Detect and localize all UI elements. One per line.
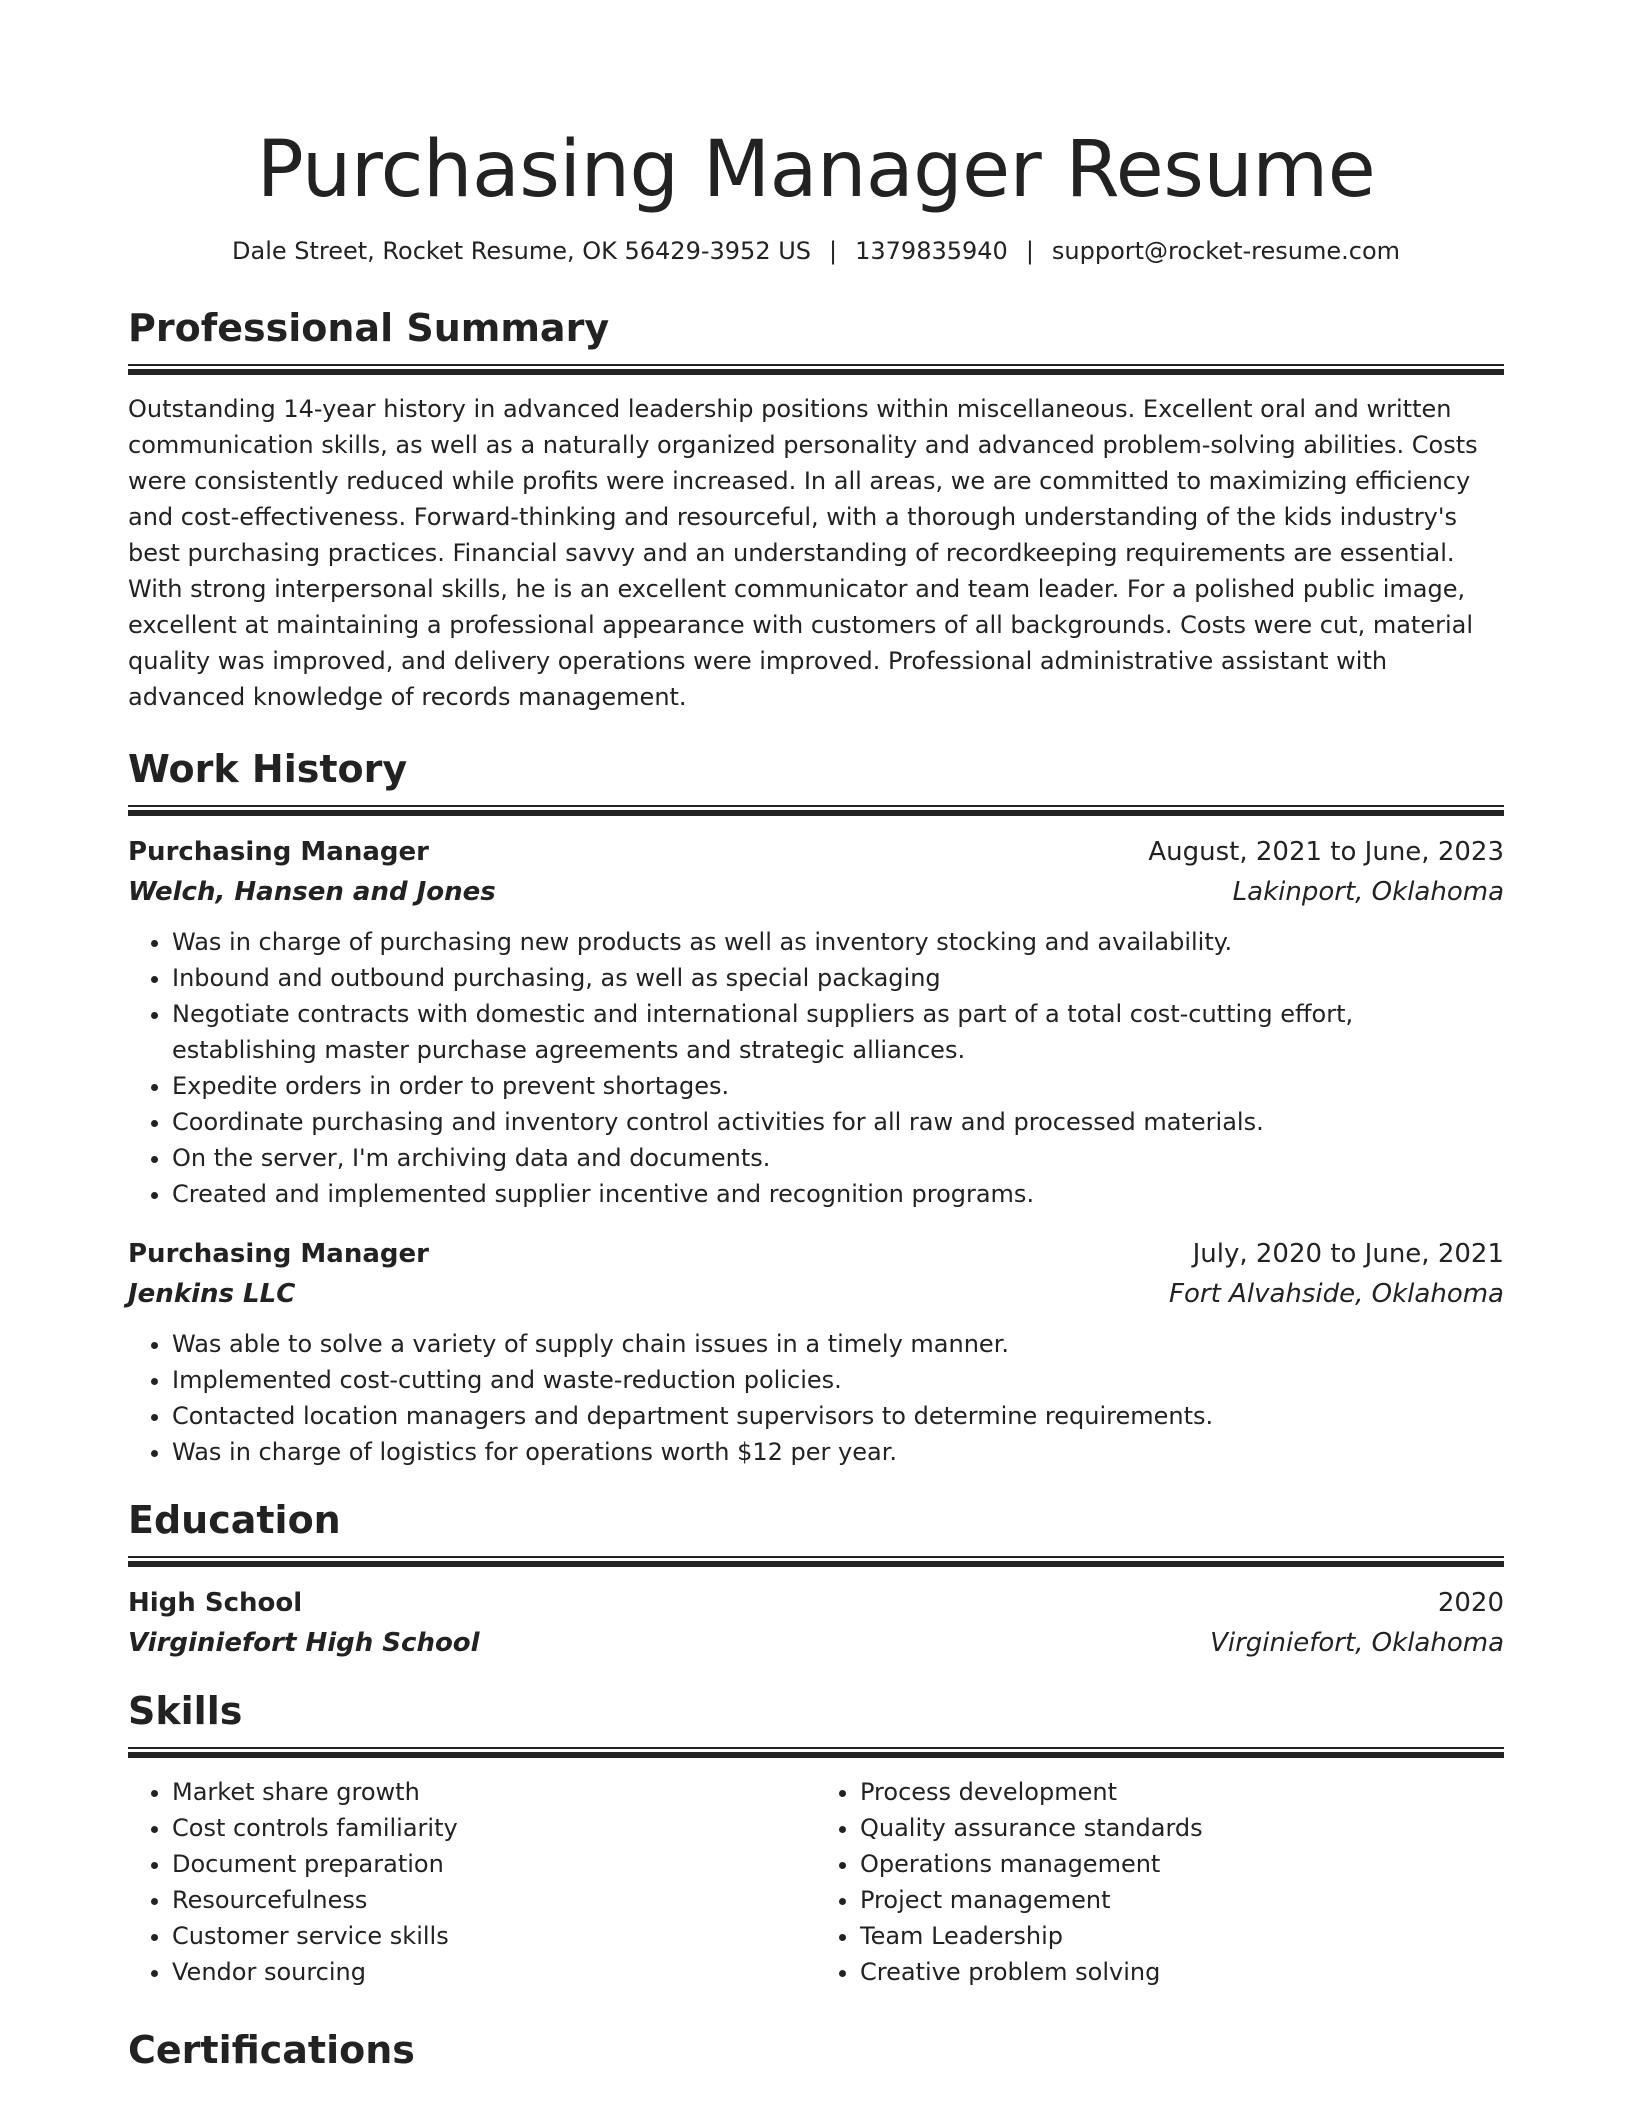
- list-item: • Vendor sourcing: [172, 1954, 816, 1990]
- list-item: • Expedite orders in order to prevent shortages.: [172, 1068, 1504, 1104]
- section-divider: [128, 805, 1504, 816]
- list-item: • Customer service skills: [172, 1918, 816, 1954]
- list-item: • Document preparation: [172, 1846, 816, 1882]
- job-title: Purchasing Manager: [128, 1239, 429, 1269]
- summary-section: [128, 304, 1504, 715]
- summary-text: Outstanding 14-year history in advanced leadership positions within miscellaneous. Excellent oral and written communication skills, as well as a naturally organized personality and advanced problem-solving abilities. Costs were consistently reduced while profits were increased. In all areas, we are committed to maximizing efficiency and cost-effectiveness. Forward-thinking and resourceful, with a thorough understanding of the kids industry's best purchasing practices. Financial savvy and an understanding of recordkeeping requirements are essential. With strong interpersonal skills, he is an excellent communicator and team leader. For a polished public image, excellent at maintaining a professional appearance with customers of all backgrounds. Costs were cut, material quality was improved, and delivery operations were improved. Professional administrative assistant with advanced knowledge of records management.: [128, 395, 1478, 711]
- list-item: • Was able to solve a variety of supply chain issues in a timely manner.: [172, 1326, 1504, 1362]
- job-company: Welch, Hansen and Jones: [128, 877, 496, 907]
- list-item: • Contacted location managers and department supervisors to determine requirements.: [172, 1398, 1504, 1434]
- resume-page: [128, 0, 1504, 2074]
- job-duties-list: [128, 1326, 1504, 1470]
- list-item: • Implemented cost-cutting and waste-reduction policies.: [172, 1362, 1504, 1398]
- education-year: 2020: [1437, 1588, 1504, 1618]
- education-section: [128, 1496, 1504, 1663]
- job-duties-list: [128, 924, 1504, 1212]
- education-location: Virginiefort, Oklahoma: [1210, 1628, 1504, 1658]
- certifications-section: [128, 2026, 1504, 2074]
- list-item: • On the server, I'm archiving data and documents.: [172, 1140, 1504, 1176]
- list-item: • Project management: [860, 1882, 1504, 1918]
- job-header: [128, 832, 1504, 872]
- section-title-education: Education: [128, 1498, 341, 1542]
- job-dates: July, 2020 to June, 2021: [1192, 1239, 1504, 1269]
- list-item: • Was in charge of logistics for operations worth $12 per year.: [172, 1434, 1504, 1470]
- job-location: Fort Alvahside, Oklahoma: [1169, 1279, 1504, 1309]
- list-item: • Negotiate contracts with domestic and international suppliers as part of a total cost-cutting effort, establishing master purchase agreements and strategic alliances.: [172, 996, 1504, 1068]
- section-title-skills: Skills: [128, 1689, 243, 1733]
- section-title-certifications: Certifications: [128, 2028, 415, 2072]
- education-header: [128, 1583, 1504, 1623]
- work-history-section: [128, 745, 1504, 1470]
- list-item: • Created and implemented supplier incentive and recognition programs.: [172, 1176, 1504, 1212]
- education-school: Virginiefort High School: [128, 1628, 480, 1658]
- list-item: • Quality assurance standards: [860, 1810, 1504, 1846]
- list-item: • Creative problem solving: [860, 1954, 1504, 1990]
- education-subheader: [128, 1623, 1504, 1663]
- resume-title: Purchasing Manager Resume: [256, 125, 1376, 215]
- section-title-work-history: Work History: [128, 747, 408, 791]
- list-item: • Was in charge of purchasing new products as well as inventory stocking and availability.: [172, 924, 1504, 960]
- job-company: Jenkins LLC: [128, 1279, 296, 1309]
- contact-line: [128, 234, 1504, 268]
- section-divider: [128, 1556, 1504, 1567]
- skills-list-right: [816, 1774, 1504, 1990]
- skills-section: [128, 1687, 1504, 1990]
- job-subheader: [128, 872, 1504, 912]
- list-item: • Coordinate purchasing and inventory control activities for all raw and processed materials.: [172, 1104, 1504, 1140]
- job-entry: [128, 832, 1504, 1212]
- list-item: • Process development: [860, 1774, 1504, 1810]
- address-text: Dale Street, Rocket Resume, OK 56429-3952 US: [232, 237, 812, 265]
- skills-grid: [128, 1774, 1504, 1990]
- list-item: • Resourcefulness: [172, 1882, 816, 1918]
- list-item: • Team Leadership: [860, 1918, 1504, 1954]
- list-item: • Market share growth: [172, 1774, 816, 1810]
- list-item: • Operations management: [860, 1846, 1504, 1882]
- job-dates: August, 2021 to June, 2023: [1148, 837, 1504, 867]
- section-title-summary: Professional Summary: [128, 306, 610, 350]
- list-item: • Inbound and outbound purchasing, as well as special packaging: [172, 960, 1504, 996]
- phone-text: 1379835940: [855, 237, 1008, 265]
- job-title: Purchasing Manager: [128, 837, 429, 867]
- contact-separator: |: [1025, 237, 1034, 265]
- job-entry: [128, 1234, 1504, 1470]
- job-header: [128, 1234, 1504, 1274]
- section-divider: [128, 1747, 1504, 1758]
- job-subheader: [128, 1274, 1504, 1314]
- email-link[interactable]: support@rocket-resume.com: [1051, 237, 1400, 265]
- list-item: • Cost controls familiarity: [172, 1810, 816, 1846]
- job-location: Lakinport, Oklahoma: [1232, 877, 1504, 907]
- contact-separator: |: [829, 237, 838, 265]
- skills-list-left: [128, 1774, 816, 1990]
- education-degree: High School: [128, 1588, 303, 1618]
- section-divider: [128, 364, 1504, 375]
